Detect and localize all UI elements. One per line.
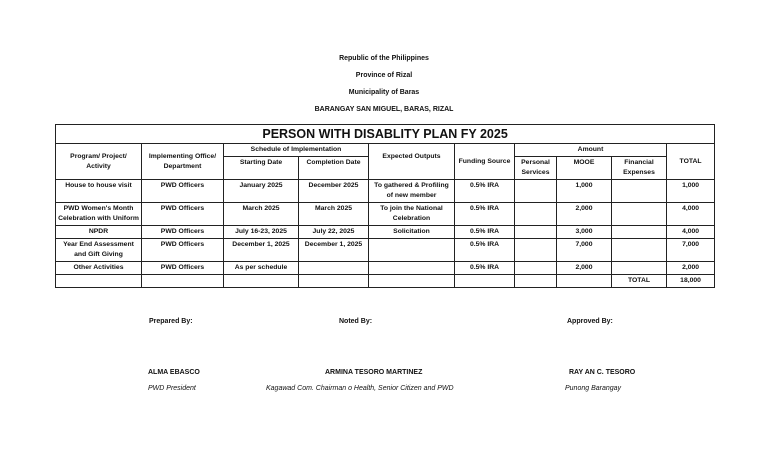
cell-total: 1,000 [667, 180, 715, 203]
approved-by-label: Approved By: [567, 318, 613, 325]
cell-program: Year End Assessment and Gift Giving [56, 239, 142, 262]
prepared-by-label: Prepared By: [149, 318, 193, 325]
cell-start: January 2025 [224, 180, 299, 203]
cell-financial [612, 180, 667, 203]
cell-start: July 16-23, 2025 [224, 226, 299, 239]
blank-cell [515, 275, 557, 288]
header-barangay: BARANGAY SAN MIGUEL, BARAS, RIZAL [314, 106, 454, 113]
cell-program: PWD Women's Month Celebration with Uniform [56, 203, 142, 226]
blank-cell [224, 275, 299, 288]
cell-outputs [369, 262, 455, 275]
col-header-total: TOTAL [667, 144, 715, 180]
blank-cell [299, 275, 369, 288]
cell-end: July 22, 2025 [299, 226, 369, 239]
col-header-start: Starting Date [224, 157, 299, 180]
blank-cell [455, 275, 515, 288]
cell-outputs: To join the National Celebration [369, 203, 455, 226]
pwd-plan-table [55, 124, 715, 288]
cell-financial [612, 226, 667, 239]
blank-cell [142, 275, 224, 288]
table-row [56, 262, 715, 275]
blank-cell [369, 275, 455, 288]
table-row [56, 180, 715, 203]
cell-personal [515, 203, 557, 226]
approved-role: Punong Barangay [565, 385, 622, 392]
table-row [56, 203, 715, 226]
cell-personal [515, 180, 557, 203]
col-header-amount: Amount [515, 144, 667, 157]
col-header-program: Program/ Project/ Activity [56, 144, 142, 180]
cell-financial [612, 203, 667, 226]
cell-end: March 2025 [299, 203, 369, 226]
blank-cell [557, 275, 612, 288]
cell-start: March 2025 [224, 203, 299, 226]
prepared-name: ALMA EBASCO [148, 369, 200, 376]
cell-office: PWD Officers [142, 262, 224, 275]
cell-personal [515, 226, 557, 239]
cell-total: 4,000 [667, 226, 715, 239]
cell-personal [515, 262, 557, 275]
cell-start: December 1, 2025 [224, 239, 299, 262]
cell-outputs: To gathered & Profiling of new member [369, 180, 455, 203]
approved-name: RAY AN C. TESORO [569, 369, 636, 376]
cell-outputs: Solicitation [369, 226, 455, 239]
cell-total: 7,000 [667, 239, 715, 262]
cell-personal [515, 239, 557, 262]
total-label: TOTAL [612, 275, 667, 288]
cell-funding: 0.5% IRA [455, 226, 515, 239]
cell-funding: 0.5% IRA [455, 239, 515, 262]
cell-end [299, 262, 369, 275]
noted-by-label: Noted By: [339, 318, 373, 325]
cell-outputs [369, 239, 455, 262]
cell-office: PWD Officers [142, 239, 224, 262]
noted-role: Kagawad Com. Chairman o Health, Senior Citizen and PWD [266, 385, 454, 392]
cell-office: PWD Officers [142, 226, 224, 239]
cell-program: NPDR [56, 226, 142, 239]
noted-name: ARMINA TESORO MARTINEZ [325, 369, 423, 376]
header-province: Province of Rizal [355, 72, 413, 79]
cell-start: As per schedule [224, 262, 299, 275]
table-row [56, 239, 715, 262]
col-header-mooe: MOOE [557, 157, 612, 180]
cell-mooe: 7,000 [557, 239, 612, 262]
table-title: PERSON WITH DISABLITY PLAN FY 2025 [56, 125, 715, 144]
cell-mooe: 2,000 [557, 262, 612, 275]
col-header-financial: Financial Expenses [612, 157, 667, 180]
cell-office: PWD Officers [142, 203, 224, 226]
col-header-outputs: Expected Outputs [369, 144, 455, 180]
header-republic: Republic of the Philippines [339, 55, 429, 62]
cell-end: December 1, 2025 [299, 239, 369, 262]
cell-end: December 2025 [299, 180, 369, 203]
cell-mooe: 1,000 [557, 180, 612, 203]
col-header-personal: Personal Services [515, 157, 557, 180]
cell-funding: 0.5% IRA [455, 180, 515, 203]
cell-funding: 0.5% IRA [455, 203, 515, 226]
cell-financial [612, 239, 667, 262]
cell-mooe: 2,000 [557, 203, 612, 226]
col-header-end: Completion Date [299, 157, 369, 180]
cell-total: 4,000 [667, 203, 715, 226]
cell-financial [612, 262, 667, 275]
cell-office: PWD Officers [142, 180, 224, 203]
col-header-funding: Funding Source [455, 144, 515, 180]
header-municipality: Municipality of Baras [348, 89, 420, 96]
prepared-role: PWD President [148, 385, 196, 392]
col-header-office: Implementing Office/ Department [142, 144, 224, 180]
col-header-schedule: Schedule of Implementation [224, 144, 369, 157]
cell-funding: 0.5% IRA [455, 262, 515, 275]
cell-program: Other Activities [56, 262, 142, 275]
table-row [56, 226, 715, 239]
cell-total: 2,000 [667, 262, 715, 275]
cell-mooe: 3,000 [557, 226, 612, 239]
blank-cell [56, 275, 142, 288]
cell-program: House to house visit [56, 180, 142, 203]
grand-total: 18,000 [667, 275, 715, 288]
total-row [56, 275, 715, 288]
